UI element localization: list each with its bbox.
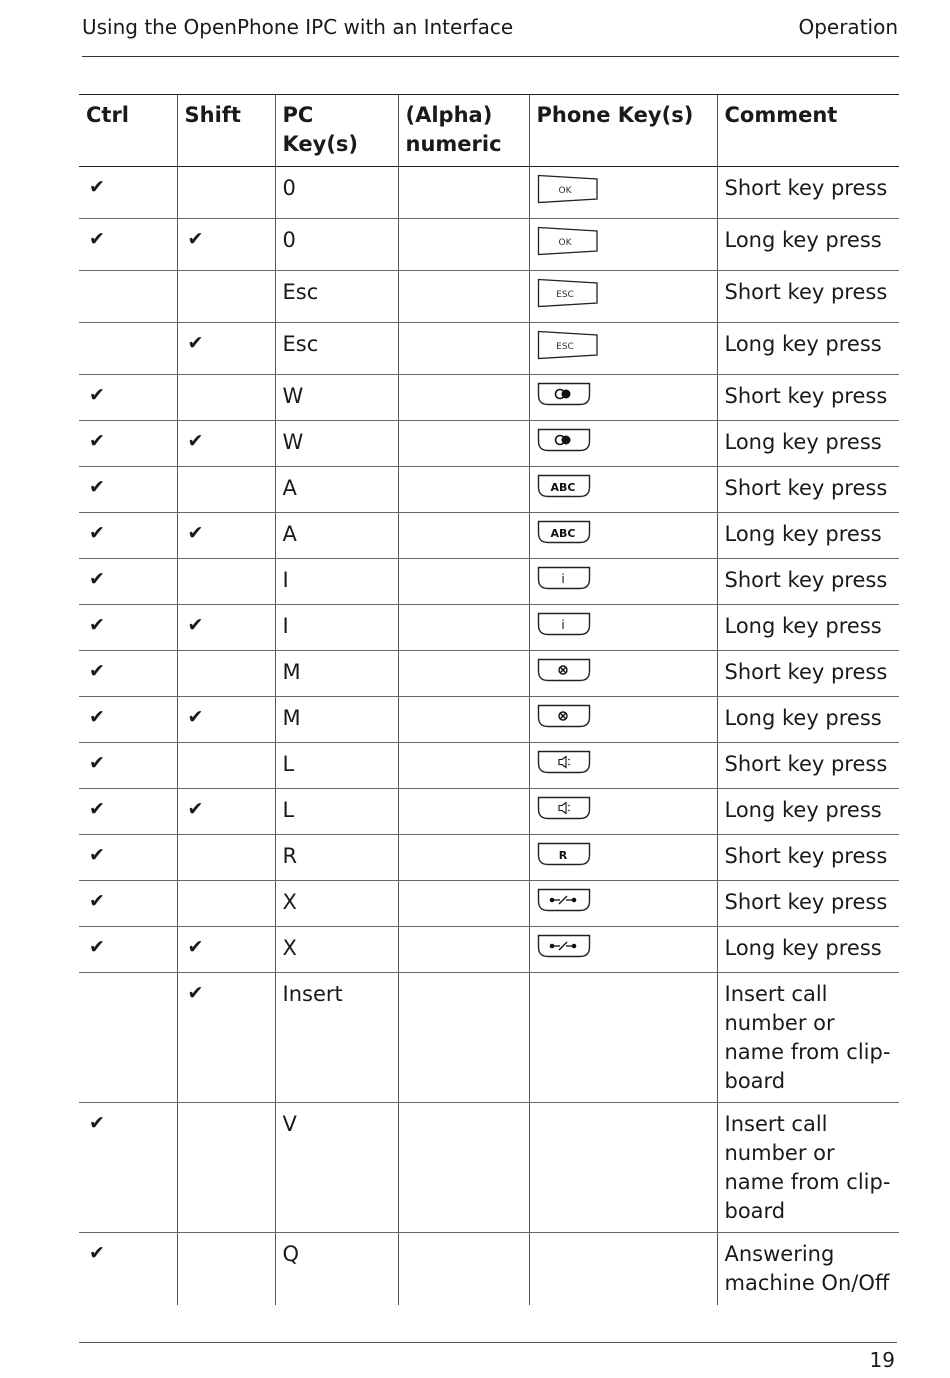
- page-number: 19: [869, 1348, 895, 1372]
- phone-key-cell: [529, 697, 717, 743]
- alpha-numeric-cell: [398, 375, 529, 421]
- table-row: [79, 1233, 899, 1305]
- pc-key-cell: V: [275, 1103, 398, 1233]
- pc-key-cell: L: [275, 743, 398, 789]
- disconnect-key-icon: [537, 888, 591, 912]
- shift-cell: [177, 973, 275, 1103]
- checkmark-icon: ✔: [187, 982, 204, 1004]
- ctrl-cell: [79, 835, 177, 881]
- ctrl-cell: [79, 697, 177, 743]
- comment-cell: Short key press: [717, 559, 899, 605]
- abc-key-icon: [537, 474, 591, 498]
- alpha-numeric-cell: [398, 697, 529, 743]
- shift-cell: [177, 167, 275, 219]
- checkmark-icon: ✔: [89, 752, 105, 774]
- table-row: [79, 167, 899, 219]
- shift-cell: [177, 271, 275, 323]
- checkmark-icon: ✔: [89, 430, 105, 452]
- alpha-numeric-cell: [398, 881, 529, 927]
- comment-cell: Long key press: [717, 605, 899, 651]
- checkmark-icon: ✔: [89, 936, 105, 958]
- shift-cell: [177, 651, 275, 697]
- pc-key-cell: L: [275, 789, 398, 835]
- shift-cell: [177, 743, 275, 789]
- comment-cell: Long key press: [717, 421, 899, 467]
- voicemail-key-icon: [537, 382, 591, 406]
- ctrl-cell: [79, 271, 177, 323]
- loudspeaker-key-icon: [537, 796, 591, 820]
- mute-key-icon: [537, 704, 591, 728]
- checkmark-icon: ✔: [89, 1242, 105, 1264]
- pc-key-cell: Esc: [275, 271, 398, 323]
- esc-key-icon: [537, 278, 599, 308]
- pc-key-cell: Esc: [275, 323, 398, 375]
- comment-cell: Short key press: [717, 651, 899, 697]
- disconnect-key-icon: [537, 934, 591, 958]
- shift-cell: [177, 375, 275, 421]
- ctrl-cell: [79, 927, 177, 973]
- alpha-numeric-cell: [398, 743, 529, 789]
- svg-text:ABC: ABC: [550, 481, 575, 494]
- svg-text:i: i: [560, 618, 565, 632]
- checkmark-icon: ✔: [187, 522, 204, 544]
- phone-key-cell: [529, 927, 717, 973]
- table-row: [79, 219, 899, 271]
- shift-cell: [177, 789, 275, 835]
- shift-cell: [177, 1233, 275, 1305]
- comment-cell: Short key press: [717, 467, 899, 513]
- pc-key-cell: Q: [275, 1233, 398, 1305]
- pc-key-cell: 0: [275, 219, 398, 271]
- pc-key-cell: A: [275, 513, 398, 559]
- mute-key-icon: [537, 658, 591, 682]
- alpha-numeric-cell: [398, 605, 529, 651]
- pc-key-cell: M: [275, 651, 398, 697]
- alpha-numeric-cell: [398, 167, 529, 219]
- key-mapping-table: [79, 94, 899, 1305]
- checkmark-icon: ✔: [89, 384, 105, 406]
- shift-cell: [177, 513, 275, 559]
- svg-text:ABC: ABC: [550, 527, 575, 540]
- alpha-numeric-cell: [398, 789, 529, 835]
- table-row: [79, 881, 899, 927]
- header-rule: [82, 56, 899, 57]
- ctrl-cell: [79, 743, 177, 789]
- alpha-numeric-cell: [398, 1233, 529, 1305]
- pc-key-cell: A: [275, 467, 398, 513]
- table-row: [79, 927, 899, 973]
- phone-key-cell: [529, 219, 717, 271]
- phone-key-cell: [529, 605, 717, 651]
- svg-text:OK: OK: [558, 238, 571, 248]
- checkmark-icon: ✔: [187, 936, 204, 958]
- svg-text:i: i: [560, 572, 565, 586]
- alpha-numeric-cell: [398, 927, 529, 973]
- comment-cell: Long key press: [717, 697, 899, 743]
- comment-cell: Short key press: [717, 167, 899, 219]
- phone-key-cell: [529, 1233, 717, 1305]
- ctrl-cell: [79, 605, 177, 651]
- table-row: [79, 651, 899, 697]
- alpha-numeric-cell: [398, 835, 529, 881]
- phone-key-cell: [529, 467, 717, 513]
- checkmark-icon: ✔: [187, 228, 204, 250]
- comment-cell: Short key press: [717, 375, 899, 421]
- pc-key-cell: Insert: [275, 973, 398, 1103]
- comment-cell: Short key press: [717, 743, 899, 789]
- column-header-ctrl: Ctrl: [79, 95, 177, 167]
- svg-text:ESC: ESC: [555, 290, 574, 300]
- alpha-numeric-cell: [398, 559, 529, 605]
- phone-key-cell: [529, 421, 717, 467]
- column-header-shift: Shift: [177, 95, 275, 167]
- info-key-icon: [537, 566, 591, 590]
- comment-cell: Long key press: [717, 219, 899, 271]
- checkmark-icon: ✔: [89, 1112, 105, 1134]
- pc-key-cell: I: [275, 605, 398, 651]
- ctrl-cell: [79, 421, 177, 467]
- ctrl-cell: [79, 323, 177, 375]
- pc-key-cell: 0: [275, 167, 398, 219]
- alpha-numeric-cell: [398, 219, 529, 271]
- table-row: [79, 743, 899, 789]
- shift-cell: [177, 835, 275, 881]
- table-row: [79, 467, 899, 513]
- checkmark-icon: ✔: [187, 798, 204, 820]
- comment-cell: Insert call number or name from clip-board: [717, 1103, 899, 1233]
- checkmark-icon: ✔: [187, 430, 204, 452]
- comment-cell: Short key press: [717, 835, 899, 881]
- alpha-numeric-cell: [398, 467, 529, 513]
- phone-key-cell: [529, 973, 717, 1103]
- ctrl-cell: [79, 973, 177, 1103]
- ctrl-cell: [79, 219, 177, 271]
- checkmark-icon: ✔: [89, 176, 105, 198]
- shift-cell: [177, 697, 275, 743]
- checkmark-icon: ✔: [89, 614, 105, 636]
- comment-cell: Insert call number or name from clip-board: [717, 973, 899, 1103]
- checkmark-icon: ✔: [89, 798, 105, 820]
- pc-key-cell: M: [275, 697, 398, 743]
- table-header-row: [79, 95, 899, 167]
- table-row: [79, 421, 899, 467]
- pc-key-cell: W: [275, 375, 398, 421]
- checkmark-icon: ✔: [89, 660, 105, 682]
- comment-cell: Long key press: [717, 323, 899, 375]
- table-row: [79, 789, 899, 835]
- table-row: [79, 973, 899, 1103]
- pc-key-cell: W: [275, 421, 398, 467]
- checkmark-icon: ✔: [89, 522, 105, 544]
- ok-key-icon: [537, 174, 599, 204]
- ctrl-cell: [79, 789, 177, 835]
- comment-cell: Short key press: [717, 271, 899, 323]
- pc-key-cell: R: [275, 835, 398, 881]
- table-row: [79, 375, 899, 421]
- loudspeaker-key-icon: [537, 750, 591, 774]
- pc-key-cell: X: [275, 881, 398, 927]
- phone-key-cell: [529, 743, 717, 789]
- ctrl-cell: [79, 559, 177, 605]
- checkmark-icon: ✔: [89, 228, 105, 250]
- svg-text:ESC: ESC: [555, 342, 574, 352]
- comment-cell: Long key press: [717, 513, 899, 559]
- alpha-numeric-cell: [398, 513, 529, 559]
- alpha-numeric-cell: [398, 421, 529, 467]
- table-row: [79, 271, 899, 323]
- checkmark-icon: ✔: [187, 706, 204, 728]
- ctrl-cell: [79, 513, 177, 559]
- svg-text:R: R: [558, 849, 567, 862]
- phone-key-cell: [529, 375, 717, 421]
- pc-key-cell: I: [275, 559, 398, 605]
- shift-cell: [177, 1103, 275, 1233]
- checkmark-icon: ✔: [89, 890, 105, 912]
- ctrl-cell: [79, 467, 177, 513]
- ctrl-cell: [79, 1103, 177, 1233]
- abc-key-icon: [537, 520, 591, 544]
- voicemail-key-icon: [537, 428, 591, 452]
- shift-cell: [177, 559, 275, 605]
- shift-cell: [177, 927, 275, 973]
- shift-cell: [177, 467, 275, 513]
- ok-key-icon: [537, 226, 599, 256]
- checkmark-icon: ✔: [89, 844, 105, 866]
- phone-key-cell: [529, 835, 717, 881]
- phone-key-cell: [529, 271, 717, 323]
- info-key-icon: [537, 612, 591, 636]
- esc-key-icon: [537, 330, 599, 360]
- shift-cell: [177, 605, 275, 651]
- shift-cell: [177, 421, 275, 467]
- alpha-numeric-cell: [398, 271, 529, 323]
- ctrl-cell: [79, 167, 177, 219]
- table-row: [79, 835, 899, 881]
- ctrl-cell: [79, 1233, 177, 1305]
- ctrl-cell: [79, 881, 177, 927]
- page-header-right: Operation: [798, 15, 898, 39]
- column-header-comment: Comment: [717, 95, 899, 167]
- phone-key-cell: [529, 323, 717, 375]
- checkmark-icon: ✔: [89, 568, 105, 590]
- phone-key-cell: [529, 1103, 717, 1233]
- phone-key-cell: [529, 881, 717, 927]
- checkmark-icon: ✔: [89, 706, 105, 728]
- shift-cell: [177, 219, 275, 271]
- comment-cell: Long key press: [717, 789, 899, 835]
- shift-cell: [177, 323, 275, 375]
- column-header-phone-keys: Phone Key(s): [529, 95, 717, 167]
- ctrl-cell: [79, 375, 177, 421]
- ctrl-cell: [79, 651, 177, 697]
- phone-key-cell: [529, 513, 717, 559]
- page-header-left: Using the OpenPhone IPC with an Interface: [82, 15, 514, 39]
- checkmark-icon: ✔: [187, 614, 204, 636]
- table-row: [79, 559, 899, 605]
- comment-cell: Long key press: [717, 927, 899, 973]
- pc-key-cell: X: [275, 927, 398, 973]
- table-row: [79, 1103, 899, 1233]
- recall-key-icon: [537, 842, 591, 866]
- comment-cell: Short key press: [717, 881, 899, 927]
- alpha-numeric-cell: [398, 323, 529, 375]
- table-row: [79, 323, 899, 375]
- alpha-numeric-cell: [398, 973, 529, 1103]
- svg-text:OK: OK: [558, 186, 571, 196]
- comment-cell: Answering machine On/Off: [717, 1233, 899, 1305]
- phone-key-cell: [529, 651, 717, 697]
- checkmark-icon: ✔: [187, 332, 204, 354]
- column-header-alpha-numeric: (Alpha) numeric: [398, 95, 529, 167]
- column-header-pc-keys: PC Key(s): [275, 95, 398, 167]
- phone-key-cell: [529, 559, 717, 605]
- table-row: [79, 697, 899, 743]
- footer-rule: [79, 1342, 897, 1343]
- alpha-numeric-cell: [398, 1103, 529, 1233]
- checkmark-icon: ✔: [89, 476, 105, 498]
- phone-key-cell: [529, 789, 717, 835]
- table-row: [79, 605, 899, 651]
- table-row: [79, 513, 899, 559]
- alpha-numeric-cell: [398, 651, 529, 697]
- phone-key-cell: [529, 167, 717, 219]
- shift-cell: [177, 881, 275, 927]
